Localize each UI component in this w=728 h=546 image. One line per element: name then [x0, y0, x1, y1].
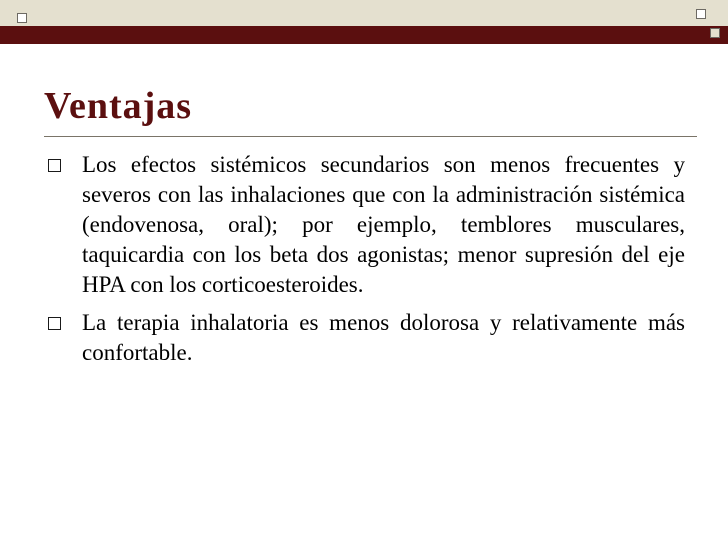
- header-band: [0, 0, 728, 44]
- square-bullet-icon: [48, 159, 61, 172]
- header-band-dark: [0, 26, 728, 44]
- header-band-light: [0, 0, 728, 26]
- bullet-item: [44, 308, 685, 368]
- square-decoration-icon: [17, 13, 27, 23]
- slide-title: Ventajas: [44, 85, 193, 127]
- square-decoration-icon: [696, 9, 706, 19]
- bullet-item: [44, 150, 685, 300]
- title-divider: [44, 136, 697, 137]
- bullet-list: [44, 150, 685, 376]
- bullet-text: La terapia inhalatoria es menos dolorosa y relativamente más confortable.: [82, 310, 685, 365]
- square-bullet-icon: [48, 317, 61, 330]
- square-decoration-icon: [710, 28, 720, 38]
- bullet-text: Los efectos sistémicos secundarios son menos frecuentes y severos con las inhalaciones que con la administración sistémica (endovenosa, oral); por ejemplo, temblores musculares, taquicardia con los beta dos agonistas; menor supresión del eje HPA con los corticoesteroides.: [82, 152, 685, 297]
